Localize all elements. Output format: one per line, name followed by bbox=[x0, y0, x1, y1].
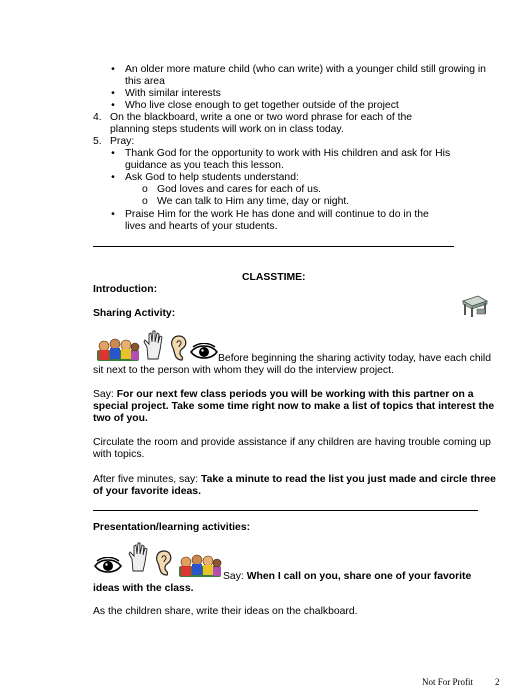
sharing-activity-label: Sharing Activity: bbox=[93, 308, 176, 319]
body-text: Circulate the room and provide assistance if any children are having trouble coming up bbox=[93, 437, 491, 448]
list-item-text: Praise Him for the work He has done and will continue to do in the bbox=[125, 209, 429, 220]
body-text: As the children share, write their ideas on the chalkboard. bbox=[93, 606, 358, 617]
hand-icon bbox=[142, 330, 164, 360]
eye-icon bbox=[94, 557, 122, 575]
bullet-dot: • bbox=[111, 88, 115, 99]
list-item-text: Thank God for the opportunity to work with His children and ask for His bbox=[125, 148, 451, 159]
desk-icon bbox=[460, 292, 490, 318]
footer-text: Not For Profit bbox=[422, 677, 474, 687]
say-paragraph-line bbox=[93, 474, 496, 486]
list-item-text: Pray: bbox=[110, 136, 135, 147]
bullet-dot: • bbox=[111, 148, 115, 159]
hand-icon bbox=[127, 542, 149, 572]
list-item-text: On the blackboard, write a one or two word phrase for each of the bbox=[110, 112, 413, 123]
list-item-text: guidance as you teach this lesson. bbox=[125, 160, 284, 171]
say-quote: special project. Take some time right now to make a list of topics that interest the bbox=[93, 401, 495, 412]
say-prefix: After five minutes, say: bbox=[93, 474, 201, 485]
list-number: 4. bbox=[93, 112, 102, 123]
horizontal-rule bbox=[93, 246, 454, 247]
list-item-text: this area bbox=[125, 76, 165, 87]
list-item-text: lives and hearts of your students. bbox=[125, 221, 278, 232]
list-item-text: With similar interests bbox=[125, 88, 221, 99]
sub-bullet-circle: o bbox=[142, 196, 148, 207]
bullet-dot: • bbox=[111, 209, 115, 220]
page-number: 2 bbox=[495, 677, 500, 687]
say-quote: Take a minute to read the list you just made and circle three bbox=[201, 474, 496, 485]
say-quote: two of you. bbox=[93, 413, 148, 424]
body-text: with topics. bbox=[93, 449, 145, 460]
say-paragraph-line bbox=[93, 389, 474, 401]
ear-icon bbox=[168, 334, 188, 362]
say-prefix: Say: bbox=[93, 389, 117, 400]
sub-bullet-circle: o bbox=[142, 184, 148, 195]
list-item-text: An older more mature child (who can write) with a younger child still growing in bbox=[125, 64, 486, 75]
say-quote: For our next few class periods you will be working with this partner on a bbox=[116, 389, 474, 400]
ear-icon bbox=[153, 549, 173, 577]
say-quote: ideas with the class. bbox=[93, 583, 194, 594]
list-item-text: Who live close enough to get together outside of the project bbox=[125, 100, 399, 111]
eye-icon bbox=[190, 343, 218, 361]
bullet-dot: • bbox=[111, 100, 115, 111]
section-heading: CLASSTIME: bbox=[242, 272, 306, 283]
sharing-text: Before beginning the sharing activity today, have each child bbox=[218, 353, 492, 364]
children-group-icon bbox=[177, 552, 223, 578]
list-item-text: Ask God to help students understand: bbox=[125, 172, 299, 183]
sub-list-item-text: God loves and cares for each of us. bbox=[157, 184, 322, 195]
horizontal-rule bbox=[93, 510, 478, 511]
introduction-label: Introduction: bbox=[93, 284, 158, 295]
sub-list-item-text: We can talk to Him any time, day or night. bbox=[157, 196, 350, 207]
list-number: 5. bbox=[93, 136, 102, 147]
presentation-label: Presentation/learning activities: bbox=[93, 522, 251, 533]
say-prefix: Say: bbox=[223, 571, 247, 582]
bullet-dot: • bbox=[111, 64, 115, 75]
children-group-icon bbox=[95, 336, 141, 362]
list-item-text: planning steps students will work on in class today. bbox=[110, 124, 344, 135]
say-quote: of your favorite ideas. bbox=[93, 486, 201, 497]
sharing-text: sit next to the person with whom they will do the interview project. bbox=[93, 365, 394, 376]
say-paragraph-line bbox=[223, 571, 471, 583]
say-quote: When I call on you, share one of your favorite bbox=[246, 571, 472, 582]
bullet-dot: • bbox=[111, 172, 115, 183]
